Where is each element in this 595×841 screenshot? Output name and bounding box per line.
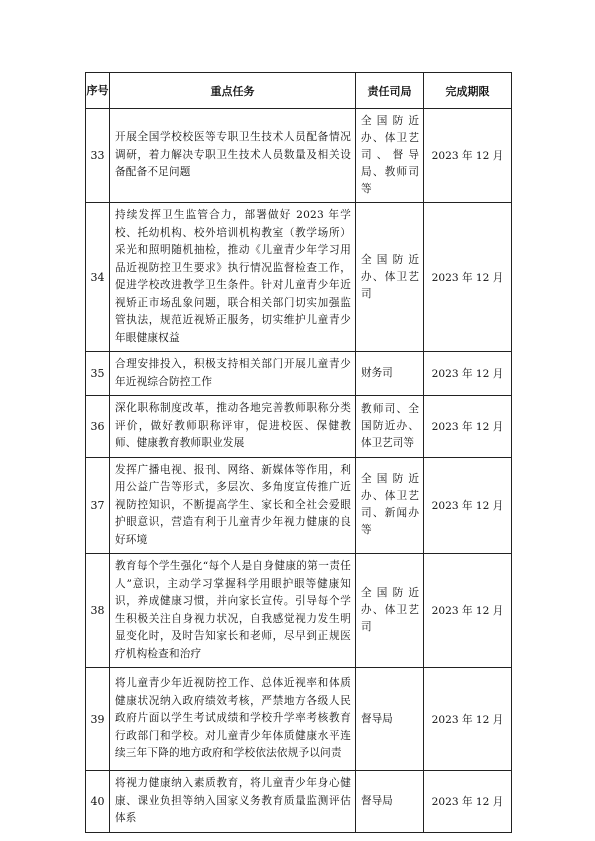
row-task: 将儿童青少年近视防控工作、总体近视率和体质健康状况纳入政府绩效考核，严禁地方各级人民政府片面以学生考试成绩和学校升学率考核教育行政部门和学校。对儿童青少年体质健康水平连续三年下降的地方政府和学校依法依规予以问责 (110, 668, 356, 771)
header-deadline: 完成期限 (424, 73, 512, 109)
header-task: 重点任务 (110, 73, 356, 109)
row-num: 37 (86, 457, 110, 554)
row-dept: 全国防近办、体卫艺司 (356, 554, 424, 668)
row-num: 35 (86, 352, 110, 396)
row-task: 持续发挥卫生监管合力，部署做好 2023 年学校、托幼机构、校外培训机构教室（教学场所）采光和照明随机抽检，推动《儿童青少年学习用品近视防控卫生要求》执行情况监督检查工作，促进学校改进教学卫生条件。针对儿童青少年近视矫正市场乱象问题，联合相关部门切实加强监管执法，规范近视矫正服务，切实维护儿童青少年眼健康权益 (110, 203, 356, 352)
table-row (86, 109, 512, 203)
row-task: 深化职称制度改革，推动各地完善教师职称分类评价，做好教师职称评审，促进校医、保健教师、健康教育教师职业发展 (110, 396, 356, 458)
table-header-row (86, 73, 512, 109)
row-task: 将视力健康纳入素质教育，将儿童青少年身心健康、课业负担等纳入国家义务教育质量监测评估体系 (110, 771, 356, 833)
table-row (86, 771, 512, 833)
row-num: 38 (86, 554, 110, 668)
row-dept: 督导局 (356, 668, 424, 771)
table-row (86, 396, 512, 458)
row-num: 34 (86, 203, 110, 352)
table-row (86, 554, 512, 668)
row-task: 开展全国学校校医等专职卫生技术人员配备情况调研，着力解决专职卫生技术人员数量及相关设备配备不足问题 (110, 109, 356, 203)
row-task: 合理安排投入，积极支持相关部门开展儿童青少年近视综合防控工作 (110, 352, 356, 396)
table-row (86, 352, 512, 396)
table-row (86, 203, 512, 352)
table-row (86, 457, 512, 554)
row-deadline: 2023 年 12 月 (424, 771, 512, 833)
header-dept: 责任司局 (356, 73, 424, 109)
row-num: 33 (86, 109, 110, 203)
row-dept: 全国防近办、体卫艺司、新闻办等 (356, 457, 424, 554)
row-deadline: 2023 年 12 月 (424, 668, 512, 771)
row-num: 40 (86, 771, 110, 833)
row-task: 教育每个学生强化“每个人是自身健康的第一责任人”意识，主动学习掌握科学用眼护眼等健康知识，养成健康习惯，并向家长宣传。引导每个学生积极关注自身视力状况，自我感觉视力发生明显变化时，及时告知家长和老师，尽早到正规医疗机构检查和治疗 (110, 554, 356, 668)
row-dept: 财务司 (356, 352, 424, 396)
row-dept: 督导局 (356, 771, 424, 833)
header-num: 序号 (86, 73, 110, 109)
row-deadline: 2023 年 12 月 (424, 109, 512, 203)
task-table (85, 72, 512, 833)
row-task: 发挥广播电视、报刊、网络、新媒体等作用，利用公益广告等形式，多层次、多角度宣传推广近视防控知识，不断提高学生、家长和全社会爱眼护眼意识，营造有利于儿童青少年视力健康的良好环境 (110, 457, 356, 554)
row-deadline: 2023 年 12 月 (424, 203, 512, 352)
row-dept: 全国防近办、体卫艺司 (356, 203, 424, 352)
row-deadline: 2023 年 12 月 (424, 396, 512, 458)
row-num: 39 (86, 668, 110, 771)
row-dept: 教师司、全国防近办、体卫艺司等 (356, 396, 424, 458)
row-dept: 全国防近办、体卫艺司、督导局、教师司等 (356, 109, 424, 203)
row-deadline: 2023 年 12 月 (424, 352, 512, 396)
row-num: 36 (86, 396, 110, 458)
row-deadline: 2023 年 12 月 (424, 554, 512, 668)
table-row (86, 668, 512, 771)
row-deadline: 2023 年 12 月 (424, 457, 512, 554)
